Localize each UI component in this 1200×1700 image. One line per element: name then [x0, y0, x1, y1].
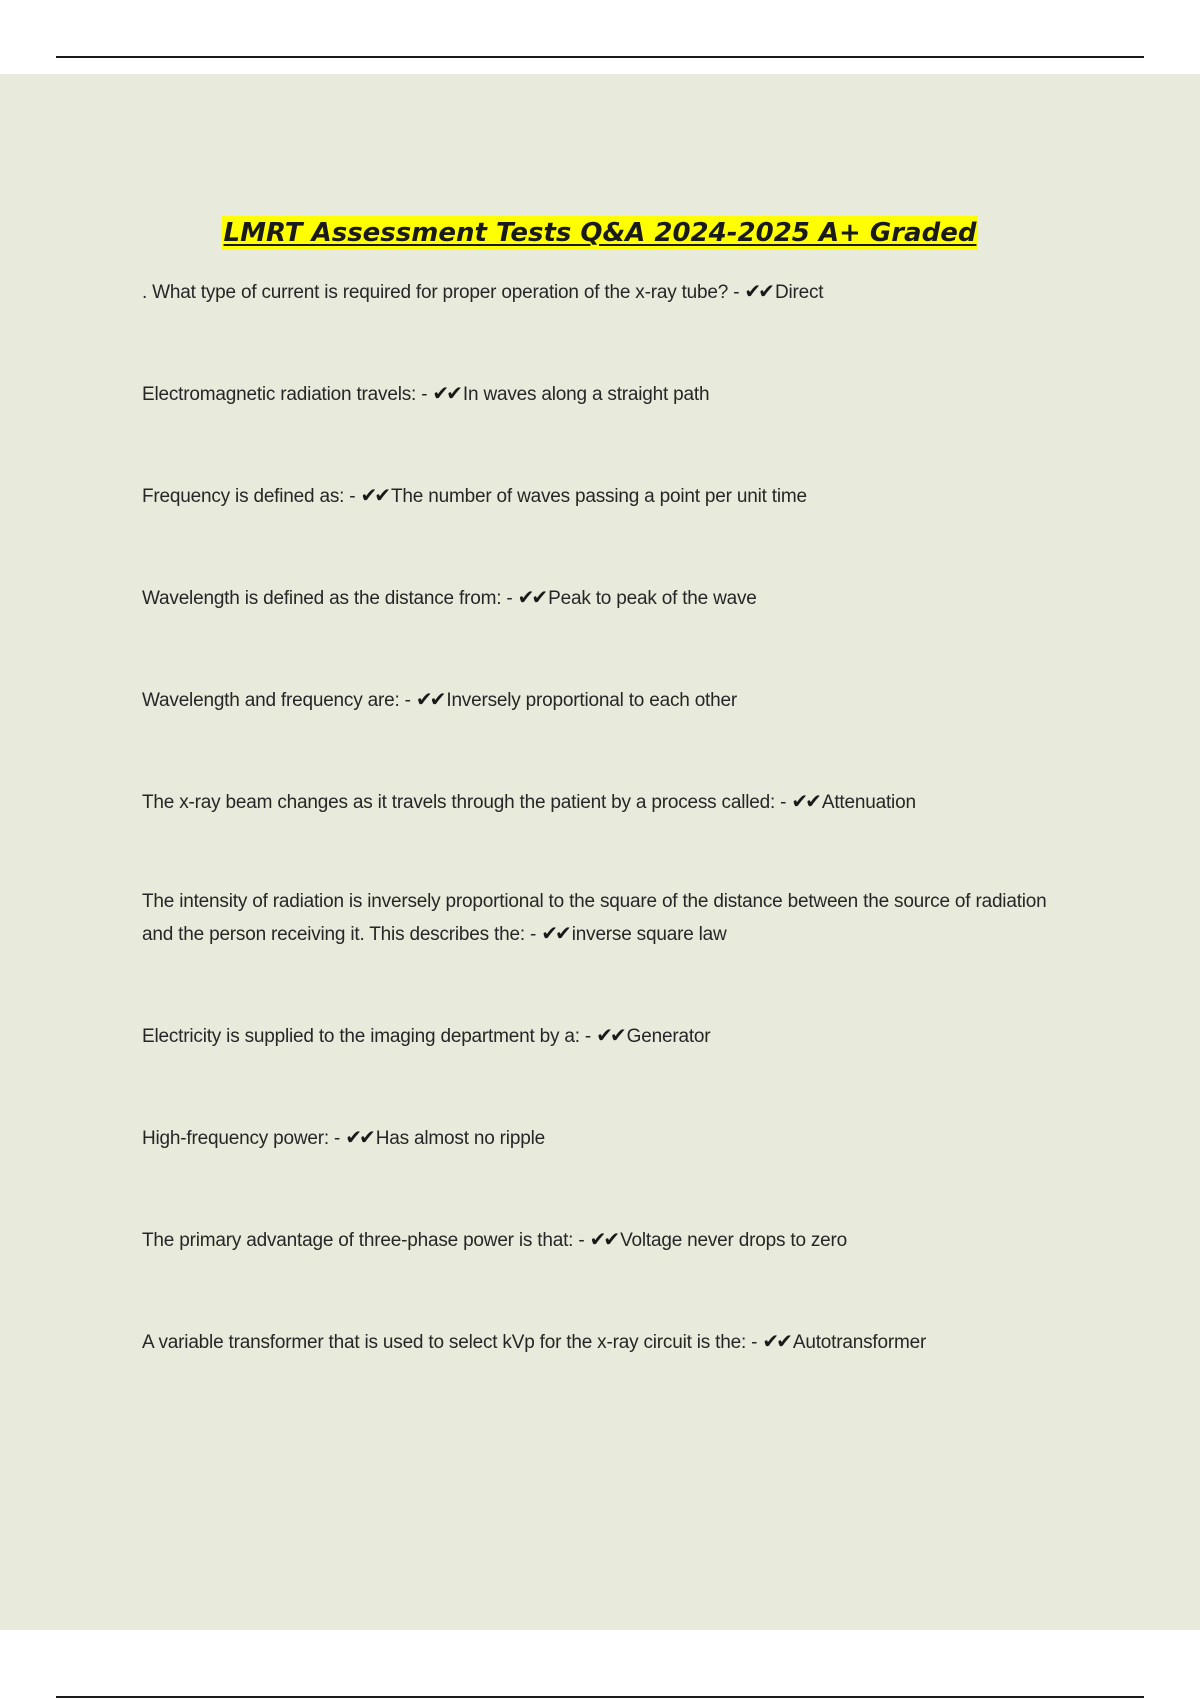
- qa-item: [142, 1224, 1072, 1257]
- separator: -: [728, 282, 745, 303]
- question-text: Wavelength is defined as the distance from:: [142, 588, 502, 609]
- answer-text: Attenuation: [821, 792, 916, 813]
- separator: -: [746, 1332, 763, 1353]
- answer-text: inverse square law: [571, 924, 727, 945]
- question-text: Wavelength and frequency are:: [142, 690, 400, 711]
- separator: -: [501, 588, 518, 609]
- answer-text: In waves along a straight path: [462, 384, 710, 405]
- question-text: High-frequency power:: [142, 1128, 329, 1149]
- qa-item: [142, 582, 1072, 615]
- answer-text: Direct: [774, 282, 824, 303]
- separator: -: [328, 1128, 346, 1149]
- double-check-icon: ✔✔: [517, 587, 546, 609]
- question-text: Electricity is supplied to the imaging department by a:: [142, 1026, 580, 1047]
- answer-text: Inversely proportional to each other: [446, 690, 737, 711]
- double-check-icon: ✔✔: [360, 485, 389, 507]
- separator: -: [579, 1026, 597, 1047]
- separator: -: [344, 486, 361, 507]
- qa-item: [142, 480, 1072, 513]
- question-text: The primary advantage of three-phase power is that:: [142, 1230, 574, 1251]
- separator: -: [399, 690, 416, 711]
- double-check-icon: ✔✔: [541, 923, 569, 945]
- qa-item: [142, 786, 1072, 819]
- double-check-icon: ✔✔: [762, 1331, 790, 1353]
- double-check-icon: ✔✔: [589, 1229, 618, 1251]
- double-check-icon: ✔✔: [415, 689, 444, 711]
- separator: -: [573, 1230, 590, 1251]
- answer-text: Peak to peak of the wave: [548, 588, 757, 609]
- double-check-icon: ✔✔: [596, 1025, 624, 1047]
- top-rule: [56, 56, 1144, 58]
- separator: -: [775, 792, 792, 813]
- answer-text: Generator: [626, 1026, 711, 1047]
- qa-item: [142, 1020, 1072, 1053]
- question-text: . What type of current is required for proper operation of the x-ray tube?: [142, 282, 729, 303]
- answer-text: The number of waves passing a point per unit time: [391, 486, 807, 507]
- double-check-icon: ✔✔: [432, 383, 460, 405]
- qa-item: [142, 276, 1072, 309]
- question-text: Frequency is defined as:: [142, 486, 345, 507]
- answer-text: Autotransformer: [792, 1332, 927, 1353]
- title-container: [0, 216, 1200, 250]
- qa-item: [142, 1326, 1072, 1359]
- qa-item: [142, 378, 1072, 411]
- qa-item: [142, 684, 1072, 717]
- separator: -: [416, 384, 433, 405]
- qa-item: [142, 886, 1072, 951]
- double-check-icon: ✔✔: [791, 791, 819, 813]
- question-text: A variable transformer that is used to select kVp for the x-ray circuit is the:: [142, 1332, 747, 1353]
- bottom-rule: [56, 1696, 1144, 1698]
- question-text: The intensity of radiation is inversely proportional to the square of the distance between the source of radiation and the person receiving it. This describes the:: [142, 891, 1047, 945]
- double-check-icon: ✔✔: [744, 281, 772, 303]
- document-title: LMRT Assessment Tests Q&A 2024-2025 A+ Graded: [223, 218, 977, 248]
- qa-item: [142, 1122, 1072, 1155]
- answer-text: Voltage never drops to zero: [620, 1230, 848, 1251]
- answer-text: Has almost no ripple: [375, 1128, 545, 1149]
- question-text: The x-ray beam changes as it travels through the patient by a process called:: [142, 792, 776, 813]
- question-text: Electromagnetic radiation travels:: [142, 384, 417, 405]
- separator: -: [524, 924, 542, 945]
- double-check-icon: ✔✔: [345, 1127, 373, 1149]
